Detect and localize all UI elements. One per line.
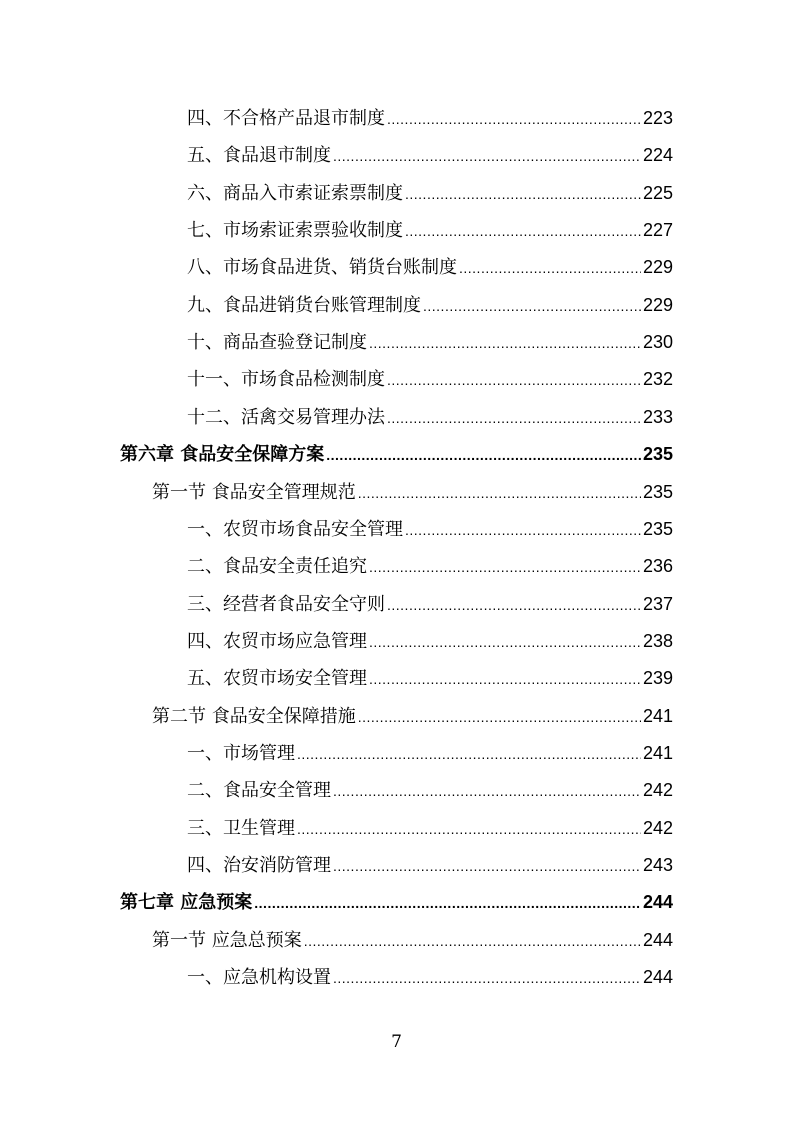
toc-entry-page: 236 [642, 556, 673, 577]
toc-entry-title: 第七章 应急预案 [120, 892, 253, 914]
toc-chapter[interactable] [120, 436, 673, 473]
toc-entry-title: 二、食品安全责任追究 [187, 556, 367, 578]
toc-entry-title: 三、经营者食品安全守则 [187, 593, 385, 615]
toc-entry-title: 十一、市场食品检测制度 [187, 369, 385, 391]
toc-entry-page: 244 [642, 929, 673, 950]
toc-section[interactable] [152, 922, 673, 959]
toc-item[interactable] [187, 548, 673, 585]
dot-leader [369, 661, 641, 698]
toc-entry-page: 232 [642, 369, 673, 390]
toc-entry-title: 五、农贸市场安全管理 [187, 668, 367, 690]
dot-leader [369, 624, 641, 661]
toc-item[interactable] [187, 847, 673, 884]
toc-item[interactable] [187, 511, 673, 548]
toc-entry-page: 223 [642, 108, 673, 128]
toc-item[interactable] [187, 959, 673, 996]
toc-entry-title: 六、商品入市索证索票制度 [187, 182, 403, 204]
toc-entry-title: 七、市场索证索票验收制度 [187, 220, 403, 242]
toc-entry-title: 四、治安消防管理 [187, 855, 331, 876]
dot-leader [387, 400, 641, 437]
dot-leader [333, 848, 641, 885]
toc-entry-page: 229 [642, 294, 673, 315]
dot-leader [405, 176, 641, 213]
dot-leader [459, 250, 641, 287]
toc-entry-title: 第二节 食品安全保障措施 [152, 705, 356, 727]
dot-leader [333, 138, 641, 175]
toc-entry-page: 237 [642, 593, 673, 614]
toc-section[interactable] [152, 698, 673, 735]
toc-entry-title: 一、应急机构设置 [187, 967, 331, 989]
toc-entry-title: 四、农贸市场应急管理 [187, 630, 367, 652]
dot-leader [304, 923, 641, 960]
dot-leader [387, 101, 641, 138]
dot-leader [423, 288, 641, 325]
dot-leader [358, 475, 641, 512]
dot-leader [333, 960, 641, 997]
toc-entry-page: 238 [642, 630, 673, 651]
toc-entry-page: 243 [642, 855, 673, 875]
dot-leader [254, 885, 641, 922]
dot-leader [358, 699, 641, 736]
toc-entry-title: 五、食品退市制度 [187, 145, 331, 167]
dot-leader [387, 362, 641, 399]
toc-entry-title: 第一节 食品安全管理规范 [152, 481, 356, 503]
dot-leader [297, 736, 641, 773]
toc-entry-title: 四、不合格产品退市制度 [187, 108, 385, 129]
dot-leader [333, 773, 641, 810]
toc-item[interactable] [187, 287, 673, 324]
toc-entry-title: 一、市场管理 [187, 742, 295, 764]
toc-entry-title: 十、商品查验登记制度 [187, 332, 367, 354]
toc-item[interactable] [187, 660, 673, 697]
toc-item[interactable] [187, 137, 673, 174]
toc-item[interactable] [187, 772, 673, 809]
toc-item[interactable] [187, 399, 673, 436]
toc-chapter[interactable] [120, 884, 673, 921]
dot-leader [387, 587, 641, 624]
toc-entry-page: 235 [642, 444, 673, 465]
toc-entry-page: 235 [642, 518, 673, 539]
toc-entry-page: 235 [642, 481, 673, 502]
toc-item[interactable] [187, 623, 673, 660]
dot-leader [369, 549, 641, 586]
toc-entry-page: 244 [642, 892, 673, 913]
toc-item[interactable] [187, 361, 673, 398]
toc-entry-page: 242 [642, 817, 673, 838]
toc-item[interactable] [187, 212, 673, 249]
toc-item[interactable] [187, 810, 673, 847]
toc-entry-title: 第六章 食品安全保障方案 [120, 444, 325, 466]
toc-entry-page: 225 [642, 182, 673, 203]
toc-entry-page: 230 [642, 332, 673, 353]
toc-entry-page: 227 [642, 220, 673, 241]
dot-leader [405, 512, 641, 549]
toc-entry-title: 二、食品安全管理 [187, 780, 331, 802]
toc-section[interactable] [152, 474, 673, 511]
toc-entry-title: 三、卫生管理 [187, 817, 295, 839]
toc-item[interactable] [187, 249, 673, 286]
toc-entry-page: 241 [642, 742, 673, 763]
toc-entry-page: 229 [642, 257, 673, 278]
toc-entry-page: 242 [642, 780, 673, 801]
toc-item[interactable] [187, 586, 673, 623]
toc-entry-page: 241 [642, 705, 673, 726]
dot-leader [326, 437, 641, 474]
toc-item[interactable] [187, 175, 673, 212]
toc-entry-page: 224 [642, 145, 673, 166]
page-number: 7 [391, 1032, 402, 1052]
dot-leader [369, 325, 641, 362]
toc-entry-page: 233 [642, 406, 673, 427]
toc-entry-title: 第一节 应急总预案 [152, 929, 302, 951]
toc-entry-title: 一、农贸市场食品安全管理 [187, 518, 403, 540]
toc-entry-page: 244 [642, 967, 673, 988]
toc-item[interactable] [187, 100, 673, 137]
toc-entry-title: 十二、活禽交易管理办法 [187, 406, 385, 428]
toc-entry-title: 八、市场食品进货、销货台账制度 [187, 257, 457, 279]
toc-item[interactable] [187, 735, 673, 772]
toc-item[interactable] [187, 324, 673, 361]
toc-entry-title: 九、食品进销货台账管理制度 [187, 294, 421, 316]
dot-leader [297, 811, 641, 848]
toc-entry-page: 239 [642, 668, 673, 689]
dot-leader [405, 213, 641, 250]
